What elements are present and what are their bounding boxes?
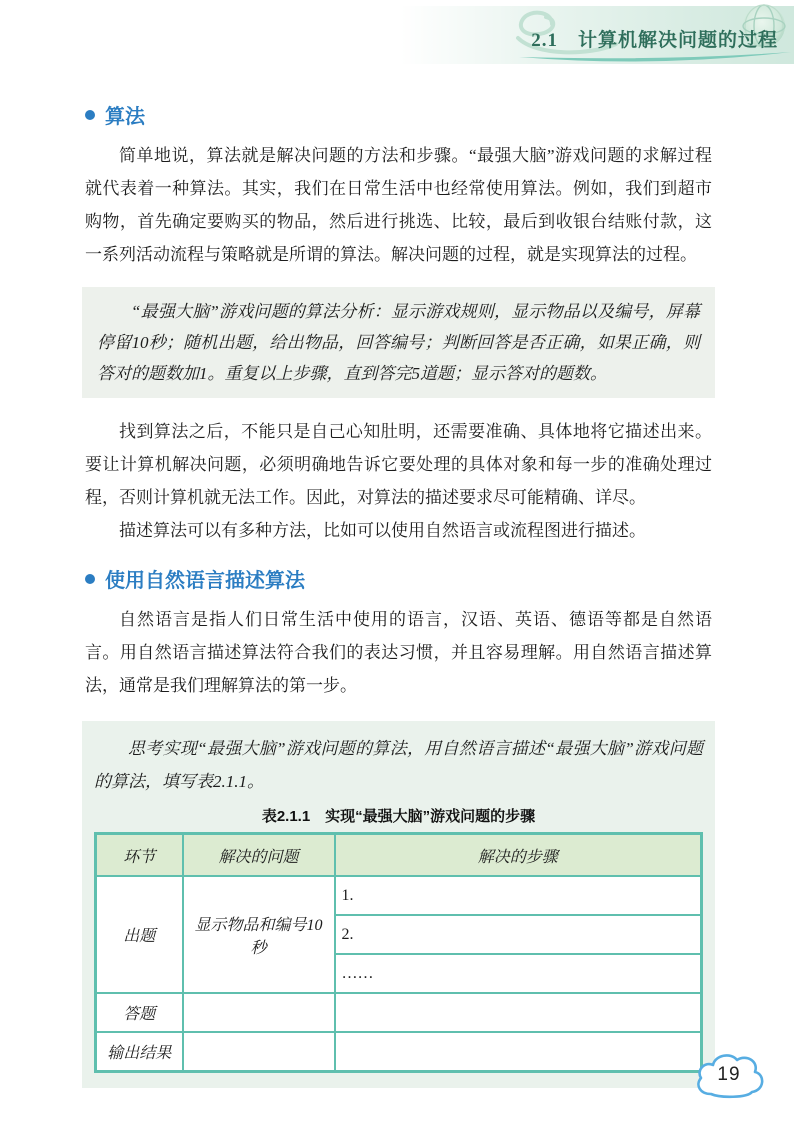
section-heading-natural-language: [85, 564, 712, 593]
stage-cell-answer: 答题: [96, 993, 183, 1032]
stage-cell-output: 输出结果: [96, 1032, 183, 1072]
steps-table: [94, 832, 703, 1073]
problem-cell-question: 显示物品和编号10秒: [183, 876, 335, 993]
table-row: [96, 993, 702, 1032]
chapter-section-title: 2.1 计算机解决问题的过程: [531, 30, 778, 51]
page-number: 19: [717, 1064, 741, 1085]
table-row: [96, 876, 702, 915]
step-cell-1[interactable]: 1.: [335, 876, 702, 915]
algorithm-analysis-callout: [82, 287, 715, 398]
problem-cell-output-empty[interactable]: [183, 1032, 335, 1072]
column-header-steps: 解决的步骤: [335, 834, 702, 877]
paragraph-describe-methods: 描述算法可以有多种方法，比如可以使用自然语言或流程图进行描述。: [119, 521, 646, 540]
table-header-row: [96, 834, 702, 877]
bullet-icon: [85, 110, 95, 120]
stage-cell-question: 出题: [96, 876, 183, 993]
steps-cell-answer-empty[interactable]: [335, 993, 702, 1032]
paragraph-describe-need: 找到算法之后，不能只是自己心知肚明，还需要准确、具体地将它描述出来。要让计算机解决问题，必须明确地告诉它要处理的具体对象和每一步的准确处理过程，否则计算机就无法工作。因此，对算法的描述要求尽可能精确、详尽。: [85, 422, 712, 507]
paragraph-algorithm-intro: 简单地说，算法就是解决问题的方法和步骤。“最强大脑”游戏问题的求解过程就代表着一种算法。其实，我们在日常生活中也经常使用算法。例如，我们到超市购物，首先确定要购买的物品，然后进行挑选、比较，最后到收银台结账付款，这一系列活动流程与策略就是所谓的算法。解决问题的过程，就是实现算法的过程。: [85, 146, 712, 264]
activity-box: [82, 721, 715, 1088]
step-cell-ellipsis[interactable]: ……: [335, 954, 702, 993]
bullet-icon: [85, 574, 95, 584]
page-header-band: [400, 6, 794, 64]
underline-swoosh-icon: [515, 48, 794, 64]
section-heading-label: 算法: [105, 106, 145, 128]
column-header-stage: 环节: [96, 834, 183, 877]
problem-cell-answer-empty[interactable]: [183, 993, 335, 1032]
cloud-page-badge: [692, 1048, 766, 1104]
table-row: [96, 1032, 702, 1072]
algorithm-analysis-text: “最强大脑”游戏问题的算法分析：显示游戏规则，显示物品以及编号，屏幕停留10秒；随机出题，给出物品，回答编号；判断回答是否正确，如果正确，则答对的题数加1。重复以上步骤，直到答完5道题；显示答对的题数。: [97, 302, 700, 383]
section-heading-algorithm: [85, 100, 712, 129]
step-cell-2[interactable]: 2.: [335, 915, 702, 954]
table-caption: 表2.1.1 实现“最强大脑”游戏问题的步骤: [261, 808, 536, 825]
activity-intro-text: 思考实现“最强大脑”游戏问题的算法，用自然语言描述“最强大脑”游戏问题的算法，填写表2.1.1。: [94, 739, 703, 791]
section-heading-label: 使用自然语言描述算法: [105, 570, 305, 592]
paragraph-natural-language: 自然语言是指人们日常生活中使用的语言，汉语、英语、德语等都是自然语言。用自然语言描述算法符合我们的表达习惯，并且容易理解。用自然语言描述算法，通常是我们理解算法的第一步。: [85, 610, 712, 695]
page-content: [85, 100, 712, 1088]
steps-cell-output-empty[interactable]: [335, 1032, 702, 1072]
column-header-problem: 解决的问题: [183, 834, 335, 877]
